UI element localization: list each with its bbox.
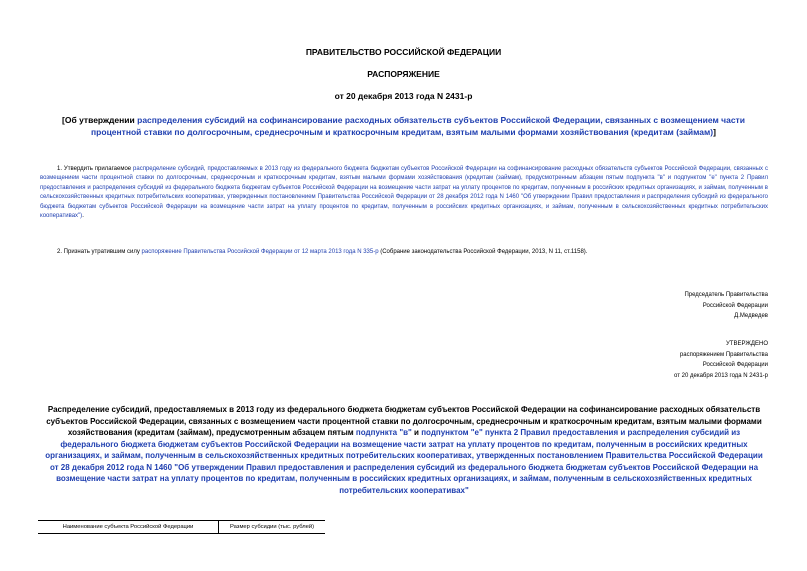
table-header-row (38, 521, 325, 534)
paragraph-1-link[interactable]: распределение субсидий, предоставляемых в 2013 году из федерального бюджета бюджетам субъектов Российской Федерации на софинансирование расходных обязательств субъектов Российской Федерации, связанных с возмещением части процентной ставки по долгосрочным, среднесрочным и краткосрочным кредитам, взятым малыми формами хозяйствования (кредитам (займам), предусмотренным абзацем пятым подпункта "в" и подпунктом "е" пункта 2 Правил предоставления и распределения субсидий из федерального бюджета бюджетам субъектов Российской Федерации на возмещение части затрат на уплату процентов по кредитам, полученным в российских кредитных организациях, и займам, полученным в сельскохозяйственных кредитных потребительских кооперативах, утвержденных постановлением Правительства Российской Федерации от 28 декабря 2012 года N 1460 "Об утверждении Правил предоставления и распределения субсидий из федерального бюджета бюджетам субъектов Российской Федерации на возмещение части затрат на уплату процентов по кредитам, полученным в российских кредитных организациях, и займам, полученным в сельскохозяйственных кредитных потребительских кооперативах") (40, 166, 768, 220)
government-heading: ПРАВИТЕЛЬСТВО РОССИЙСКОЙ ФЕДЕРАЦИИ (305, 47, 502, 57)
signature-line-2: Российской Федерации (702, 302, 768, 309)
signature-block (518, 290, 768, 322)
paragraph-2-text: 2. Признать утратившим силу (57, 249, 142, 255)
paragraph-1-end: . (82, 213, 84, 220)
title-link[interactable]: распределения субсидий на софинансирование расходных обязательств субъектов Российской Федерации, связанных с возмещением части процентной ставки по долгосрочным, среднесрочным и краткосрочным кредитам, взятым малыми формами хозяйствования (кредитам (займам) (91, 115, 745, 137)
column-header-amount: Размер субсидии (тыс. рублей) (219, 521, 326, 534)
paragraph-2-end: (Собрание законодательства Российской Федерации, 2013, N 11, ст.1158). (378, 249, 588, 255)
distribution-link-1[interactable]: подпункта "в" (355, 428, 412, 437)
doc-type-heading: РАСПОРЯЖЕНИЕ (367, 69, 440, 79)
paragraph-1-text: 1. Утвердить прилагаемое (57, 166, 134, 172)
distribution-heading (40, 404, 768, 496)
date-number-heading: от 20 декабря 2013 года N 2431-р (334, 91, 473, 101)
signature-line-3: Д.Медведев (734, 313, 768, 319)
approved-line-2: распоряжением Правительства (679, 351, 768, 358)
document-title (40, 114, 767, 138)
title-prefix: [Об утверждении (62, 115, 138, 125)
subsidy-table (38, 520, 325, 534)
distribution-text-2: и (411, 428, 422, 437)
approved-line-1: УТВЕРЖДЕНО (725, 341, 768, 347)
paragraph-2-link[interactable]: распоряжение Правительства Российской Федерации от 12 марта 2013 года N 335-р (141, 249, 379, 255)
signature-line-1: Председатель Правительства (684, 292, 768, 298)
approved-block (518, 339, 768, 381)
approved-line-3: Российской Федерации (702, 362, 768, 368)
distribution-link-2[interactable]: подпунктом "е" пункта 2 Правил предоставления и распределения субсидий из федерального бюджета бюджетам субъектов Российской Федерации на возмещение части затрат на уплату процентов по кредитам, полученным в российских кредитных организациях, и займам, полученным в сельскохозяйственных кредитных потребительских кооперативах, утвержденных постановлением Правительства Российской Федерации от 28 декабря 2012 года N 1460 "Об утверждении Правил предоставления и распределения субсидий из федерального бюджета бюджетам субъектов Российской Федерации на возмещение части затрат на уплату процентов по кредитам, полученным в российских кредитных организациях, и займам, полученным в сельскохозяйственных кредитных потребительских кооперативах" (45, 428, 763, 495)
distribution-text-1: Распределение субсидий, предоставляемых в 2013 году из федерального бюджета бюджетам субъектов Российской Федерации на софинансирование расходных обязательств субъектов Российской Федерации, связанных с возмещением части процентной ставки по долгосрочным, среднесрочным и краткосрочным кредитам, взятым малыми формами хозяйствования (кредитам (займам), предусмотренным абзацем пятым (46, 405, 762, 437)
paragraph-1 (40, 165, 768, 221)
column-header-subject: Наименование субъекта Российской Федерации (38, 521, 219, 534)
approved-line-4: от 20 декабря 2013 года N 2431-р (674, 372, 768, 379)
paragraph-2 (57, 248, 767, 257)
title-suffix: ] (713, 127, 716, 137)
